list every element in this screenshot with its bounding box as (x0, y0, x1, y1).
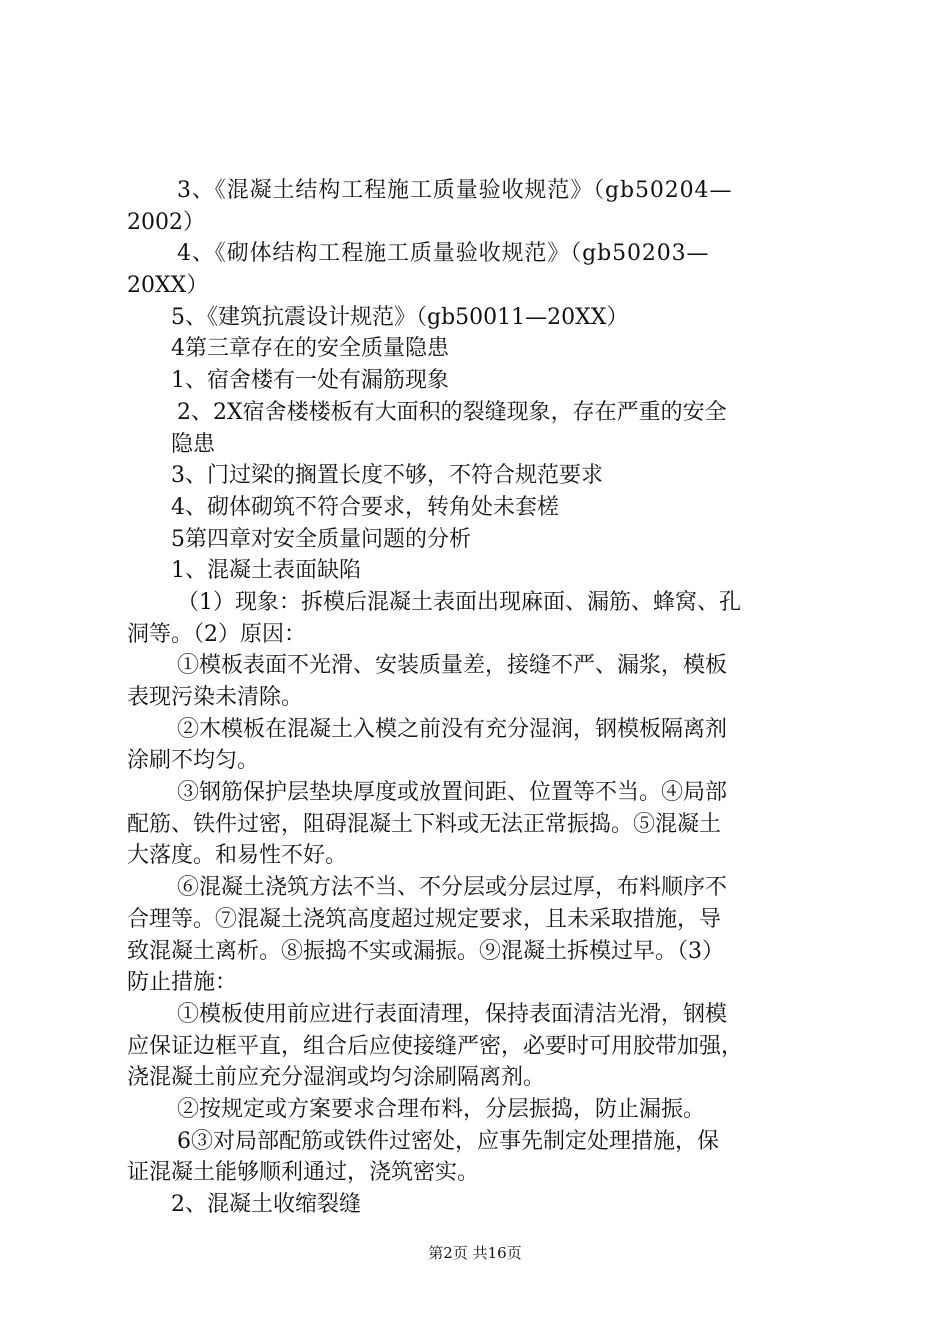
paragraph-line: 隐患 (171, 431, 216, 457)
paragraph-line: 20XX） (127, 273, 209, 299)
paragraph-line: 应保证边框平直，组合后应使接缝严密，必要时可用胶带加强， (127, 1033, 744, 1059)
paragraph-line: 2002） (127, 209, 205, 235)
paragraph-line: 致混凝土离析。⑧振捣不实或漏振。⑨混凝土拆模过早。（3） (127, 938, 724, 964)
paragraph-line: 表现污染未清除。 (127, 685, 304, 710)
paragraph-line: ③钢筋保护层垫块厚度或放置间距、位置等不当。④局部 (177, 780, 728, 806)
paragraph-line: 洞等。（2）原因： (127, 621, 306, 647)
paragraph-line: 6③对局部配筋或铁件过密处，应事先制定处理措施，保 (177, 1128, 719, 1154)
paragraph-line: 2、混凝土收缩裂缝 (171, 1192, 361, 1217)
paragraph-line: ①模板表面不光滑、安装质量差，接缝不严、漏浆，模板 (177, 653, 728, 679)
paragraph-line: 4、《砌体结构工程施工质量验收规范》（gb50203— (177, 241, 710, 267)
paragraph-line: 浇混凝土前应充分湿润或均匀涂刷隔离剂。 (127, 1065, 546, 1091)
paragraph-line: 3、《混凝土结构工程施工质量验收规范》（gb50204— (177, 178, 733, 203)
paragraph-line: 证混凝土能够顺利通过，浇筑密实。 (127, 1160, 480, 1186)
paragraph-line: 1、混凝土表面缺陷 (171, 558, 361, 584)
paragraph-line: 配筋、铁件过密，阻碍混凝土下料或无法正常振捣。⑤混凝土 (127, 811, 722, 837)
paragraph-line: ⑥混凝土浇筑方法不当、不分层或分层过厚，布料顺序不 (177, 875, 728, 901)
document-body (127, 175, 832, 1221)
paragraph-line: 2、2X宿舍楼楼板有大面积的裂缝现象，存在严重的安全 (177, 399, 727, 425)
paragraph-line: 1、宿舍楼有一处有漏筋现象 (171, 368, 449, 394)
paragraph-line: 4、砌体砌筑不符合要求，转角处未套槎 (171, 494, 559, 520)
page-footer: 第2页 共16页 (428, 1244, 522, 1262)
section-heading: 5第四章对安全质量问题的分析 (171, 526, 471, 552)
paragraph-line: 3、门过梁的搁置长度不够，不符合规范要求 (171, 463, 603, 489)
section-heading: 4第三章存在的安全质量隐患 (171, 336, 449, 362)
paragraph-line: 5、《建筑抗震设计规范》（gb50011—20XX） (171, 304, 629, 330)
paragraph-line: 大落度。和易性不好。 (127, 843, 348, 869)
paragraph-line: 合理等。⑦混凝土浇筑高度超过规定要求，且未采取措施，导 (127, 906, 722, 932)
paragraph-line: ②木模板在混凝土入模之前没有充分湿润，钢模板隔离剂 (177, 716, 728, 742)
paragraph-line: （1）现象：拆模后混凝土表面出现麻面、漏筋、蜂窝、孔 (177, 589, 741, 615)
paragraph-line: ②按规定或方案要求合理布料，分层振捣，防止漏振。 (177, 1096, 706, 1122)
paragraph-line: 涂刷不均匀。 (127, 748, 260, 774)
paragraph-line: ①模板使用前应进行表面清理，保持表面清洁光滑，钢模 (177, 1001, 728, 1027)
paragraph-line: 防止措施： (127, 970, 238, 996)
